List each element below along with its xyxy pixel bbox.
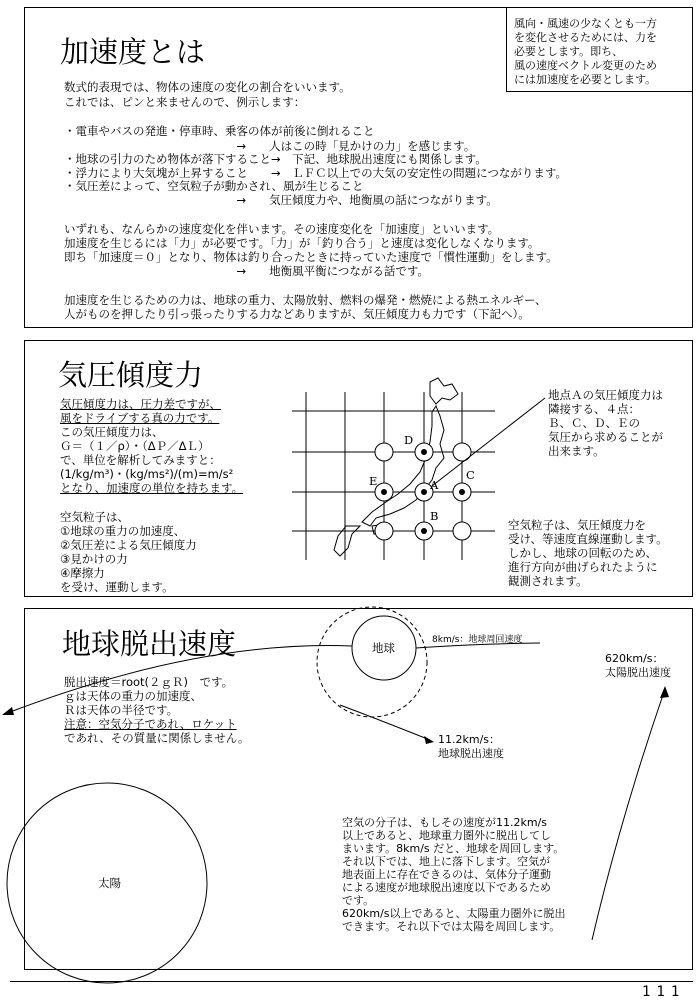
note-line-5: には加速度を必要とします。 [514, 73, 657, 86]
page-number: 111 [642, 984, 686, 1000]
footer-rule [10, 981, 693, 982]
note-line-1: 風向・風速の少なくとも一方 [514, 17, 657, 30]
section1-example-3: ・地球の引力のため物体が落下すること→ 下記、地球脱出速度にも関係します。 [64, 152, 487, 166]
escape-desc-4: それ以下では、地上に落下します。空気が [342, 855, 551, 868]
point-a-desc-1: 地点Ａの気圧傾度力は [548, 388, 663, 402]
point-a-desc-3: Ｂ、Ｃ、Ｄ、Ｅの [548, 416, 640, 430]
point-a-desc-4: 気圧から求めることが [548, 430, 663, 444]
earth-escape-label: 地球脱出速度 [438, 747, 504, 760]
pgf-line-5: で、単位を解析してみますと： [60, 453, 221, 467]
escape-note-1: 注意：空気分子であれ、ロケット [64, 717, 237, 731]
sun-label: 太陽 [98, 876, 121, 890]
section1-title: 加速度とは [60, 35, 206, 69]
escape-desc-3: まいます。8km/s だと、地球を周回します。 [342, 842, 565, 855]
particle-motion-3: しかし、地球の回転のため、 [508, 546, 658, 560]
pgf-line-3: この気圧傾度力は、 [60, 425, 164, 439]
escape-desc-1: 空気の分子は、もしその速度が11.2km/s [342, 816, 548, 829]
orbit-speed-label: 8km/s：地球周回速度 [432, 635, 523, 645]
section1-para2-3: 即ち「加速度＝０」となり、物体は釣り合ったときに持っていた速度で「慣性運動」をします。 [64, 250, 558, 264]
sun-escape-label: 太陽脱出速度 [605, 666, 671, 679]
pgf-units: (1/kg/m³)・(kg/ms²)/(m)=m/s² [60, 467, 234, 481]
section1-para3-2: 人がものを押したり引っ張ったりする力などありますが、気圧傾度力も力です（下記へ）。 [64, 307, 530, 321]
particle-motion-5: 観測されます。 [508, 574, 588, 588]
escape-desc-9: できます。それ以下では太陽を周回します。 [342, 920, 561, 933]
section1-example-2: → 人はこの時「見かけの力」を感じます。 [64, 139, 476, 153]
escape-formula-2: ｇは天体の重力の加速度、 [64, 689, 202, 703]
section1-example-6: → 気圧傾度力や、地衡風の話につながります。 [64, 193, 498, 207]
section1-para3-1: 加速度を生じるための力は、地球の重力、太陽放射、燃料の爆発・燃焼による熱エネルギー、 [64, 293, 547, 307]
section1-example-5: ・気圧差によって、空気粒子が動かされ、風が生じること [64, 179, 364, 193]
section1-intro-1: 数式的表現では、物体の速度の変化の割合をいいます。 [64, 80, 351, 94]
particle-line-4: ③見かけの力 [60, 552, 128, 566]
section1-example-1: ・電車やバスの発進・停車時、乗客の体が前後に倒れること [64, 124, 375, 138]
section1-para2-2: 加速度を生じるには「力」が必要です。「力」が「釣り合う」と速度は変化しなくなります。 [64, 236, 540, 250]
point-d-label: D [404, 433, 414, 447]
pgf-formula: Ｇ＝（１／ρ）・（ΔＰ／ΔＬ） [60, 439, 210, 453]
note-line-3: 必要とします。即ち、 [514, 45, 624, 58]
particle-motion-2: 受け、等速度直線運動します。 [508, 532, 668, 546]
particle-line-3: ②気圧差による気圧傾度力 [60, 538, 197, 552]
particle-line-6: を受け、運動します。 [60, 580, 174, 594]
pgf-line-1: 気圧傾度力は、圧力差ですが、 [60, 397, 221, 411]
escape-note-2: であれ、その質量に関係しません。 [64, 731, 250, 745]
escape-desc-6: による速度が地球脱出速度以下であるため [342, 881, 551, 894]
particle-line-5: ④摩擦力 [60, 566, 105, 580]
section1-para2-4: → 地衡風平衡につながる話です。 [64, 264, 429, 278]
particle-motion-1: 空気粒子は、気圧傾度力を [508, 518, 646, 532]
point-a-label: A [430, 478, 439, 492]
particle-line-2: ①地球の重力の加速度、 [60, 524, 186, 538]
escape-desc-8: 620km/s以上であると、太陽重力圏外に脱出 [342, 907, 566, 920]
point-b-label: B [430, 509, 439, 523]
earth-label: 地球 [372, 641, 395, 655]
note-line-4: 風の速度ベクトル変更のため [514, 59, 657, 72]
particle-motion-4: 進行方向が曲げられたように [508, 560, 658, 574]
note-line-2: を変化させるためには、力を [514, 31, 657, 44]
section2-title: 気圧傾度力 [58, 358, 204, 392]
point-a-desc-5: 出来ます。 [548, 444, 605, 458]
section1-para2-1: いずれも、なんらかの速度変化を伴います。その速度変化を「加速度」といいます。 [64, 222, 500, 236]
section3-title: 地球脱出速度 [62, 627, 237, 661]
escape-desc-2: 以上であると、地球重力圏外に脱出してし [342, 829, 551, 842]
escape-formula-3: Ｒは天体の半径です。 [64, 703, 179, 717]
pgf-line-7: となり、加速度の単位を持ちます。 [60, 481, 244, 495]
earth-escape-speed: 11.2km/s： [438, 733, 501, 746]
point-c-label: C [466, 468, 475, 482]
point-a-desc-2: 隣接する、４点： [548, 402, 640, 416]
particle-line-1: 空気粒子は、 [60, 510, 129, 524]
escape-desc-5: 地表面上に存在できるのは、気体分子運動 [342, 868, 551, 881]
sun-escape-speed: 620km/s： [605, 652, 664, 665]
pgf-line-2: 風をドライブする真の力です。 [60, 411, 220, 425]
point-e-label: E [369, 474, 378, 488]
section1-example-4: ・浮力により大気塊が上昇すること → ＬＦＣ以上での大気の安定性の問題につながります。 [64, 166, 567, 180]
escape-desc-7: です。 [342, 894, 375, 907]
escape-formula-1: 脱出速度＝root(２ｇＲ) です。 [64, 675, 234, 689]
section1-intro-2: これでは、ピンと来ませんので、例示します： [64, 95, 306, 109]
